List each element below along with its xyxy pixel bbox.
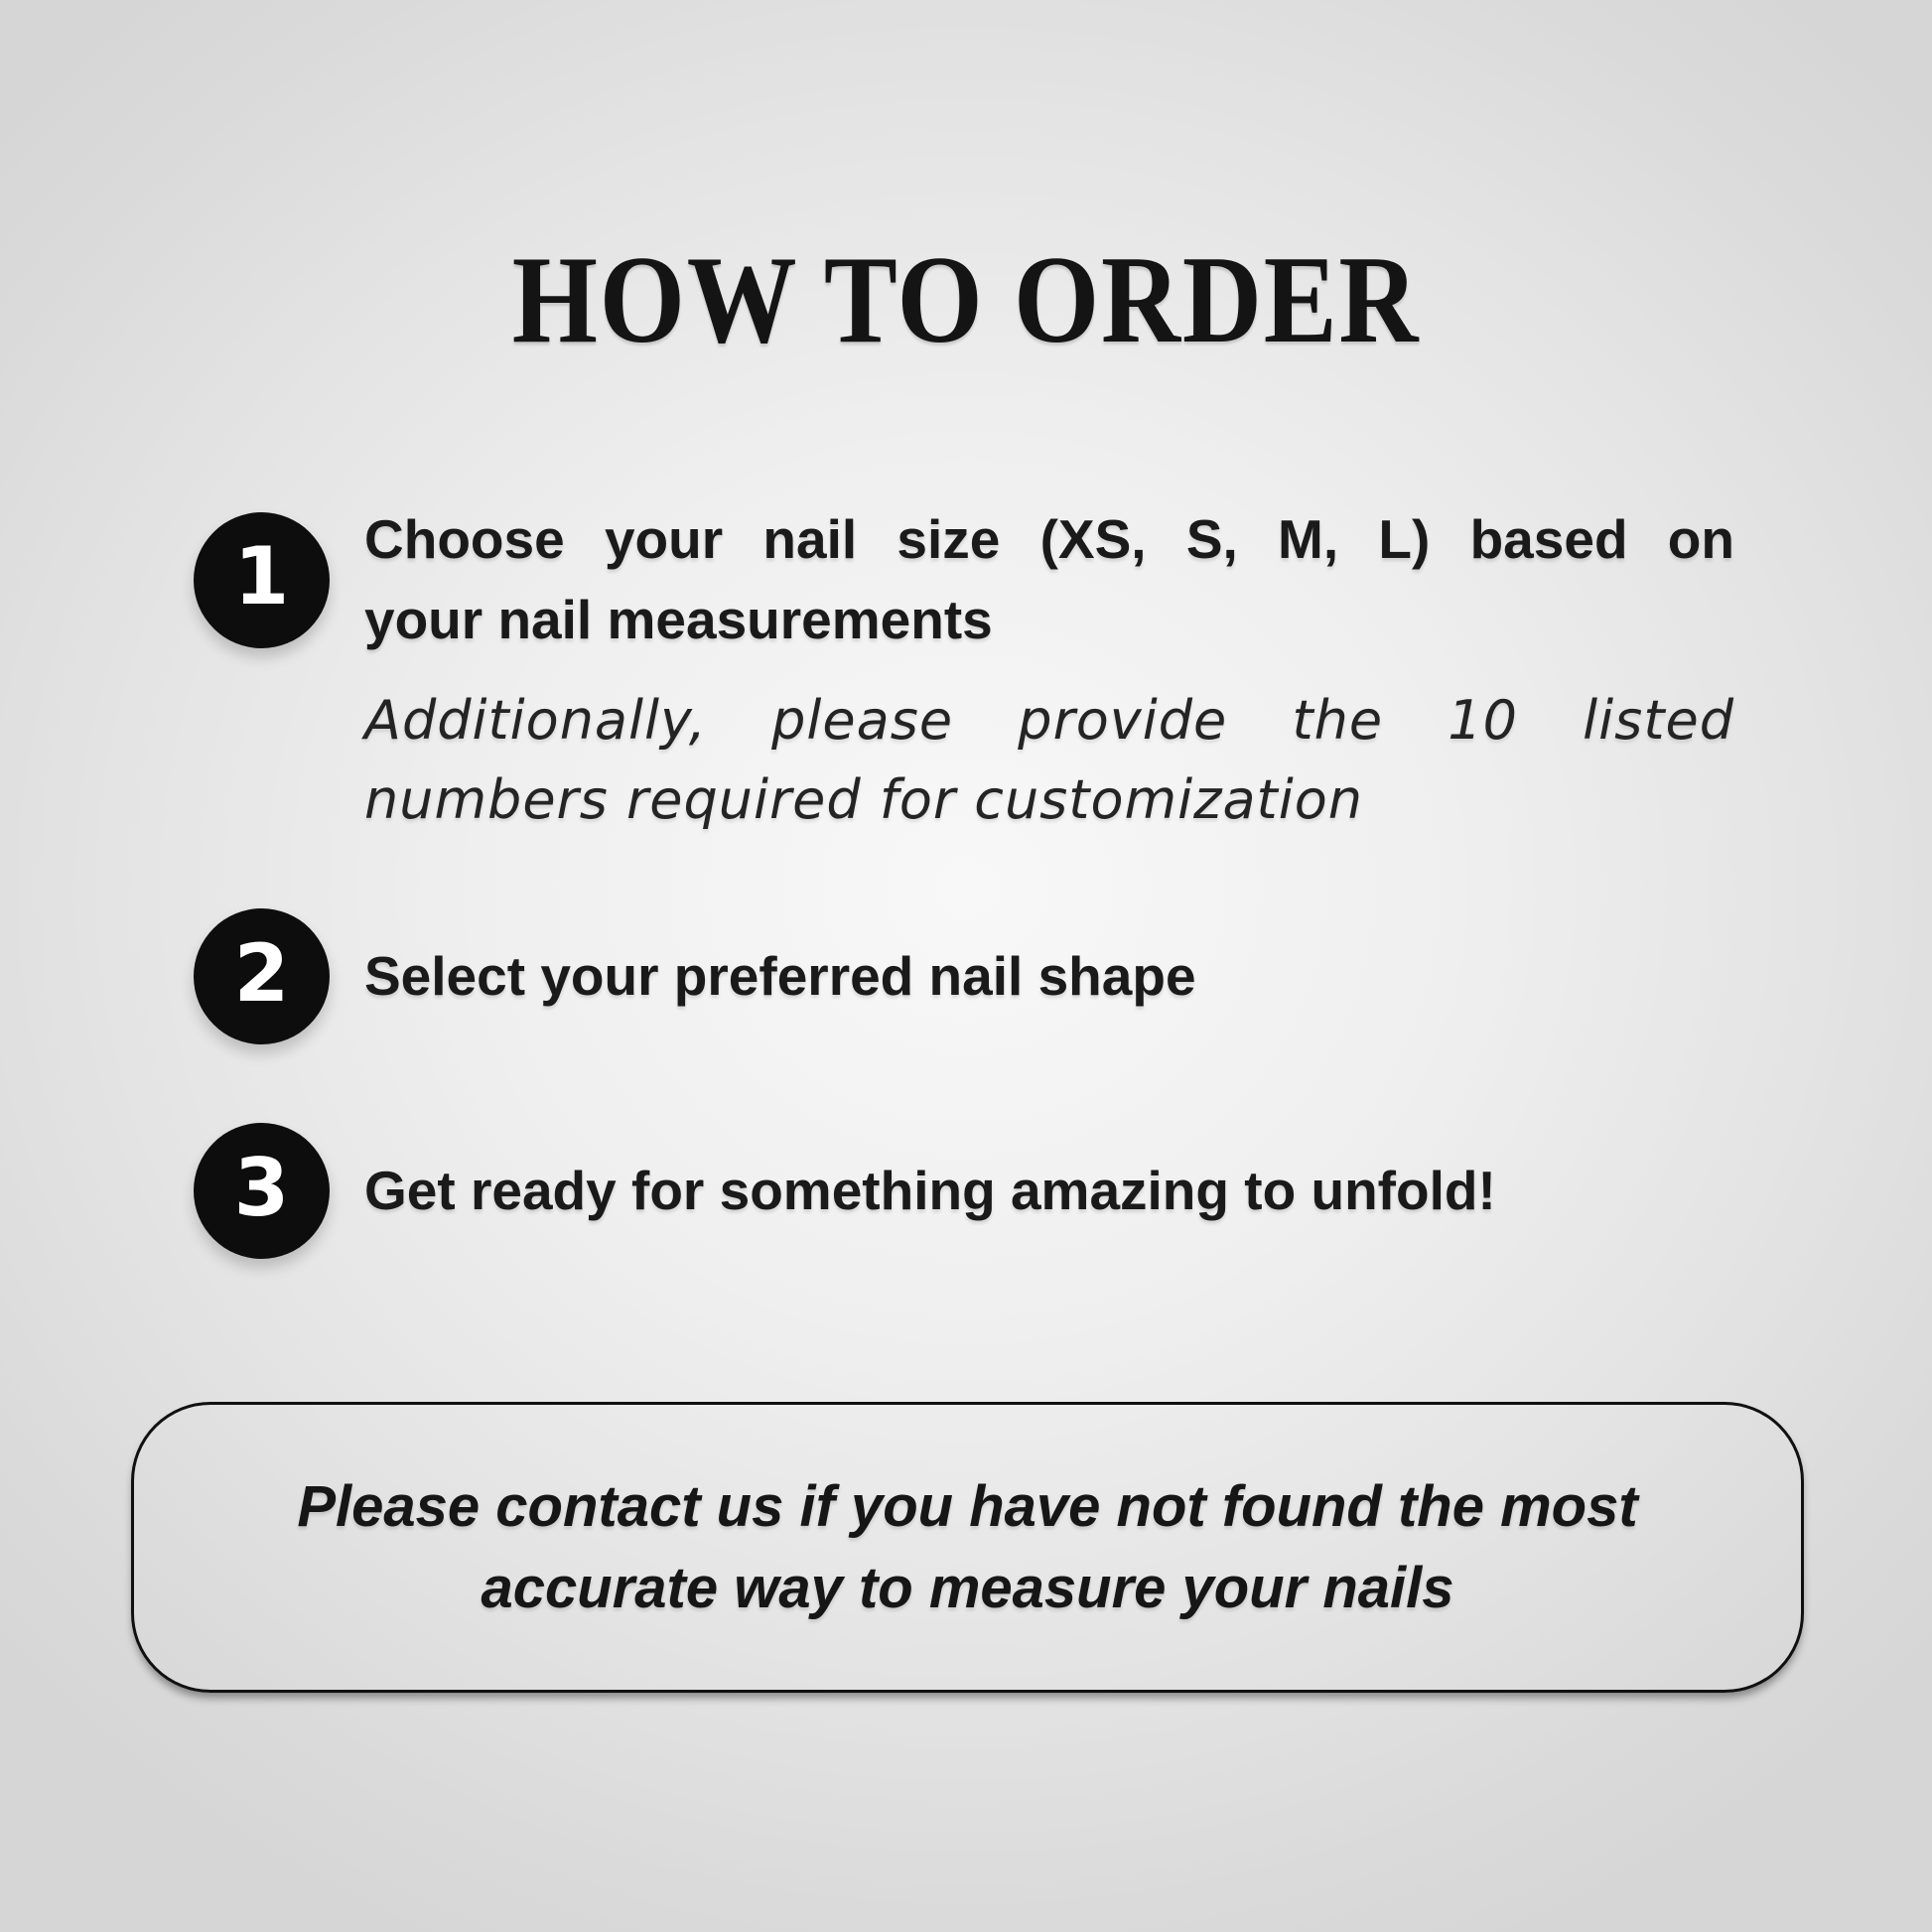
step-1-note-line-1: Additionally, please provide the 10 listed bbox=[364, 689, 1734, 752]
step-1 bbox=[194, 499, 1734, 660]
step-2-text-line-1: Select your preferred nail shape bbox=[364, 945, 1196, 1007]
page-title: HOW TO ORDER bbox=[511, 231, 1421, 369]
contact-note-line-2: accurate way to measure your nails bbox=[481, 1555, 1454, 1620]
step-3-text-line-1: Get ready for something amazing to unfold! bbox=[364, 1160, 1496, 1221]
step-1-note bbox=[364, 681, 1734, 840]
step-1-text-line-1: Choose your nail size (XS, S, M, L) based on bbox=[364, 508, 1734, 570]
step-2-number: 2 bbox=[233, 926, 290, 1020]
step-2-number-badge bbox=[194, 908, 330, 1044]
step-1-number: 1 bbox=[233, 530, 290, 622]
step-3-number-badge bbox=[194, 1123, 330, 1259]
step-1-note-line-2: numbers required for customization bbox=[364, 768, 1363, 831]
step-2 bbox=[194, 908, 1734, 1044]
step-2-text bbox=[364, 936, 1734, 1017]
step-1-text bbox=[364, 499, 1734, 660]
contact-note-line-1: Please contact us if you have not found the most bbox=[297, 1473, 1638, 1539]
step-1-text-line-2: your nail measurements bbox=[364, 589, 993, 650]
step-3 bbox=[194, 1123, 1734, 1259]
step-1-number-badge bbox=[194, 512, 330, 648]
step-3-number: 3 bbox=[233, 1141, 290, 1234]
contact-note-box bbox=[131, 1402, 1804, 1693]
step-3-text bbox=[364, 1151, 1734, 1231]
